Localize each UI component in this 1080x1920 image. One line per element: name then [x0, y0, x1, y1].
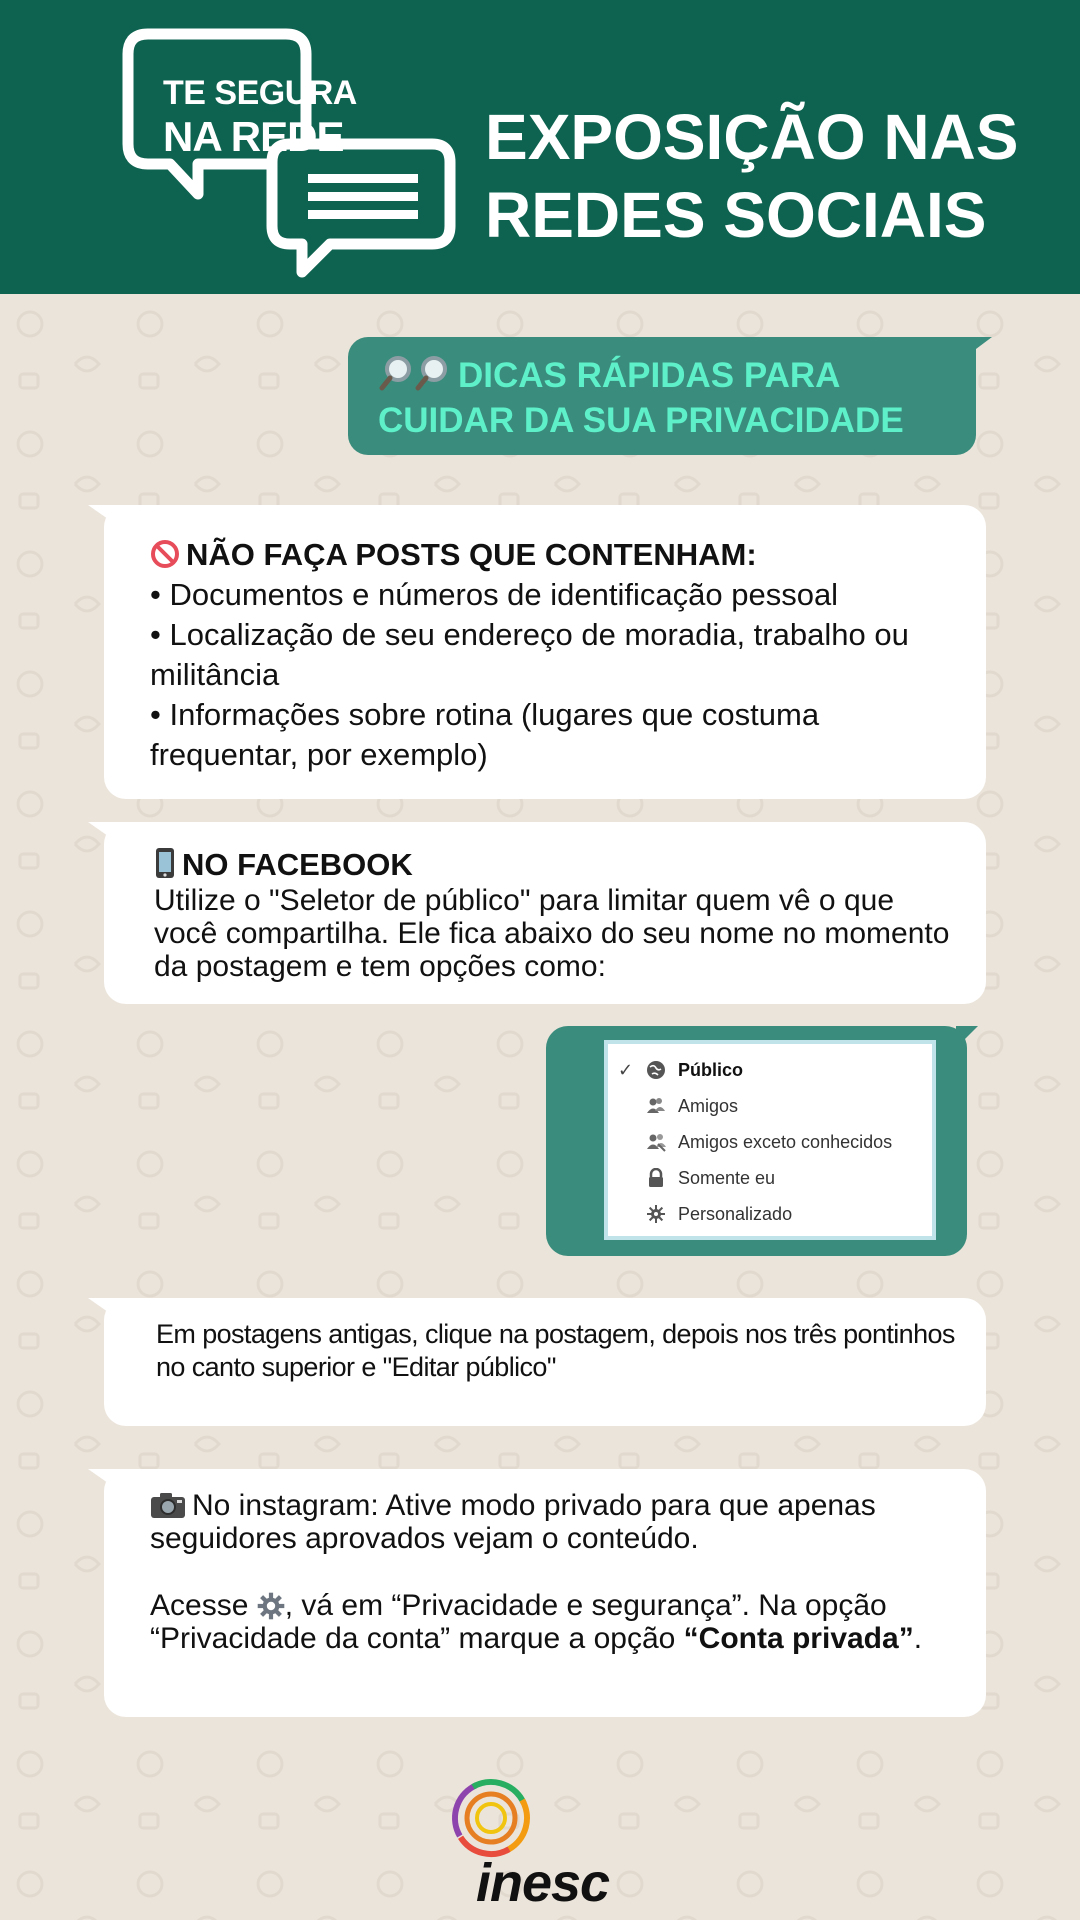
check-icon: ✓ [618, 1060, 634, 1080]
audience-option-friends-except[interactable] [608, 1124, 932, 1160]
audience-option-label: Público [678, 1060, 744, 1080]
tips-heading-bubble [348, 337, 976, 455]
dont-post-item: • Documentos e números de identificação pessoal [150, 577, 839, 612]
logo-text-line1: TE SEGURA [163, 74, 357, 112]
audience-option-label: Amigos [678, 1096, 739, 1116]
audience-option-public[interactable] [608, 1052, 932, 1088]
facebook-content [154, 846, 954, 983]
audience-option-label: Amigos exceto conhecidos [678, 1132, 893, 1152]
gear-icon [257, 1592, 285, 1620]
access-suffix: , vá em “Privacidade e segurança”. Na opção “Privacidade da conta” marque a opção [150, 1589, 887, 1655]
camera-icon [150, 1491, 186, 1519]
facebook-heading: NO FACEBOOK [182, 847, 413, 882]
dont-post-heading: NÃO FAÇA POSTS QUE CONTENHAM: [186, 537, 757, 572]
old-posts-text: Em postagens antigas, clique na postagem, depois nos três pontinhos no canto superior e "Editar público" [156, 1319, 955, 1382]
prohibited-icon [150, 539, 180, 569]
audience-option-label: Personalizado [678, 1204, 793, 1224]
facebook-bubble [104, 822, 986, 1004]
dont-post-item: • Informações sobre rotina (lugares que costuma frequentar, por exemplo) [150, 697, 820, 772]
friends-icon [646, 1096, 666, 1116]
friends-except-icon [646, 1132, 666, 1152]
brand-name: inesc [476, 1853, 610, 1913]
audience-option-custom[interactable] [608, 1196, 932, 1232]
audience-option-label: Somente eu [678, 1168, 776, 1188]
tips-heading [378, 353, 968, 443]
header-banner [0, 0, 1080, 294]
audience-option-friends[interactable] [608, 1088, 932, 1124]
title-line1: EXPOSIÇÃO NAS [485, 101, 1019, 173]
title-line2: REDES SOCIAIS [485, 179, 987, 251]
dont-post-item: • Localização de seu endereço de moradia, trabalho ou militância [150, 617, 909, 692]
gear-icon [646, 1204, 666, 1224]
instagram-content [150, 1489, 950, 1655]
tips-heading-line2: CUIDAR DA SUA PRIVACIDADE [378, 401, 904, 440]
page-title [485, 98, 1065, 254]
logo-text-line2: NA REDE [163, 113, 344, 160]
audience-option-only-me[interactable] [608, 1160, 932, 1196]
audience-selector-menu [604, 1040, 936, 1240]
magnifying-glass-icon [378, 355, 452, 391]
tips-heading-line1: DICAS RÁPIDAS PARA [458, 356, 841, 395]
dont-post-bubble [104, 505, 986, 799]
private-account-option: “Conta privada” [683, 1622, 914, 1655]
audience-selector-bubble [546, 1026, 967, 1256]
lock-icon [646, 1168, 666, 1188]
access-prefix: Acesse [150, 1589, 249, 1622]
instagram-bubble [104, 1469, 986, 1717]
old-posts-bubble [104, 1298, 986, 1426]
facebook-body: Utilize o "Seletor de público" para limitar quem vê o que você compartilha. Ele fica abaixo do seu nome no momento da postagem e tem opções como: [154, 884, 950, 983]
access-end: . [913, 1622, 923, 1655]
mobile-phone-icon [154, 847, 176, 879]
inesc-logo-icon [448, 1776, 534, 1860]
instagram-intro: No instagram: Ative modo privado para que apenas seguidores aprovados vejam o conteúdo. [150, 1489, 876, 1555]
globe-icon [646, 1060, 666, 1080]
dont-post-content [150, 535, 950, 775]
